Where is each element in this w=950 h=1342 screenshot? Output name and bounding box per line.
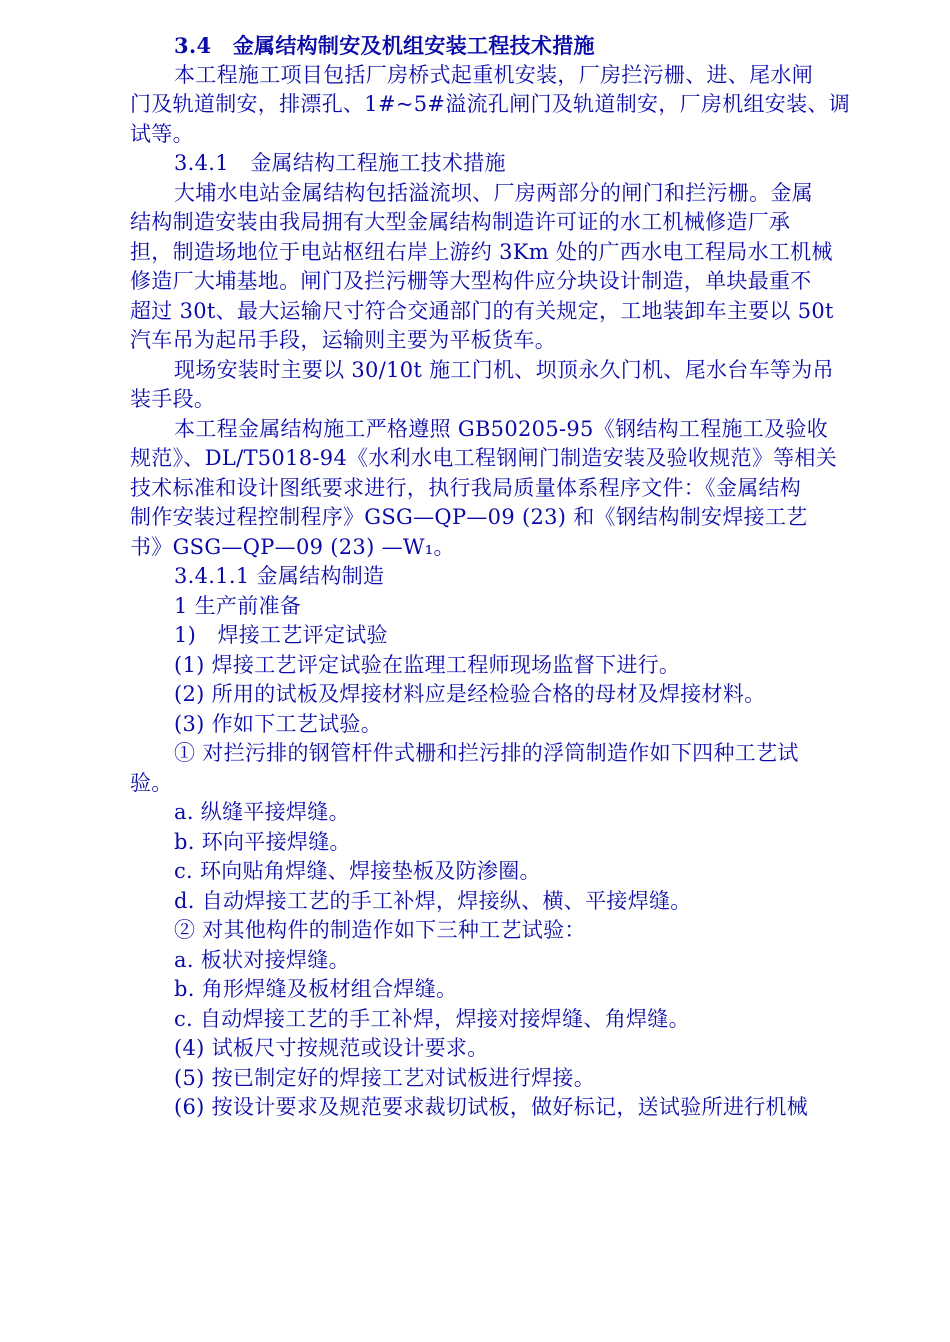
list-item: a. 纵缝平接焊缝。 xyxy=(174,800,350,824)
para2-line: 修造厂大埔基地。闸门及拦污栅等大型构件应分块设计制造，单块最重不 xyxy=(130,269,812,293)
para2-line: 担，制造场地位于电站枢纽右岸上游约 3Km 处的广西水电工程局水工机械 xyxy=(130,239,833,264)
list-item: (2) 所用的试板及焊接材料应是经检验合格的母材及焊接材料。 xyxy=(174,682,766,706)
para1-line: 门及轨道制安，排漂孔、1#~5#溢流孔闸门及轨道制安，厂房机组安装、调 xyxy=(130,92,851,116)
list-item: (4) 试板尺寸按规范或设计要求。 xyxy=(174,1036,489,1060)
list-item: (1) 焊接工艺评定试验在监理工程师现场监督下进行。 xyxy=(174,652,681,677)
para4-line: 技术标准和设计图纸要求进行，执行我局质量体系程序文件：《金属结构 xyxy=(130,475,802,500)
list-item: c. 环向贴角焊缝、焊接垫板及防渗圈。 xyxy=(174,859,541,883)
list-item: a. 板状对接焊缝。 xyxy=(174,947,350,972)
list-item: ① 对拦污排的钢管杆件式栅和拦污排的浮筒制造作如下四种工艺试 xyxy=(174,741,799,765)
list-item: b. 环向平接焊缝。 xyxy=(174,829,351,854)
para2-line: 结构制造安装由我局拥有大型金属结构制造许可证的水工机械修造厂承 xyxy=(130,210,791,234)
subsection-title: 3.4.1 金属结构工程施工技术措施 xyxy=(174,151,506,175)
list-item: 1) 焊接工艺评定试验 xyxy=(174,623,388,647)
para4-line: 规范》、DL/T5018-94《水利水电工程钢闸门制造安装及验收规范》等相关 xyxy=(130,446,838,470)
para4-line: 书》GSG—QP—09 (23) —W₁。 xyxy=(130,534,455,559)
list-item: 1 生产前准备 xyxy=(174,593,302,618)
para4-line: 本工程金属结构施工严格遵照 GB50205-95《钢结构工程施工及验收 xyxy=(174,416,829,441)
para2-line: 汽车吊为起吊手段，运输则主要为平板货车。 xyxy=(130,328,556,352)
para4-line: 制作安装过程控制程序》GSG—QP—09 (23) 和《钢结构制安焊接工艺 xyxy=(130,505,808,529)
para1-line: 本工程施工项目包括厂房桥式起重机安装，厂房拦污栅、进、尾水闸 xyxy=(174,62,813,87)
para1-line: 试等。 xyxy=(130,121,194,146)
document-page xyxy=(130,31,851,1123)
list-item: (6) 按设计要求及规范要求裁切试板，做好标记，送试验所进行机械 xyxy=(174,1095,809,1119)
para2-line: 大埔水电站金属结构包括溢流坝、厂房两部分的闸门和拦污栅。金属 xyxy=(174,180,813,205)
list-item: ② 对其他构件的制造作如下三种工艺试验： xyxy=(174,918,586,942)
list-item: b. 角形焊缝及板材组合焊缝。 xyxy=(174,977,458,1001)
list-item: c. 自动焊接工艺的手工补焊，焊接对接焊缝、角焊缝。 xyxy=(174,1006,690,1031)
list-item: d. 自动焊接工艺的手工补焊，焊接纵、横、平接焊缝。 xyxy=(174,888,692,913)
para3-line: 现场安装时主要以 30/10t 施工门机、坝顶永久门机、尾水台车等为吊 xyxy=(174,357,834,382)
list-item: (5) 按已制定好的焊接工艺对试板进行焊接。 xyxy=(174,1065,596,1090)
list-item: 验。 xyxy=(130,770,173,795)
para2-line: 超过 30t、最大运输尺寸符合交通部门的有关规定，工地装卸车主要以 50t xyxy=(130,298,834,323)
section-title: 3.4 金属结构制安及机组安装工程技术措施 xyxy=(174,33,595,58)
list-item: 3.4.1.1 金属结构制造 xyxy=(174,564,385,588)
para3-line: 装手段。 xyxy=(130,387,216,411)
list-item: (3) 作如下工艺试验。 xyxy=(174,711,383,736)
